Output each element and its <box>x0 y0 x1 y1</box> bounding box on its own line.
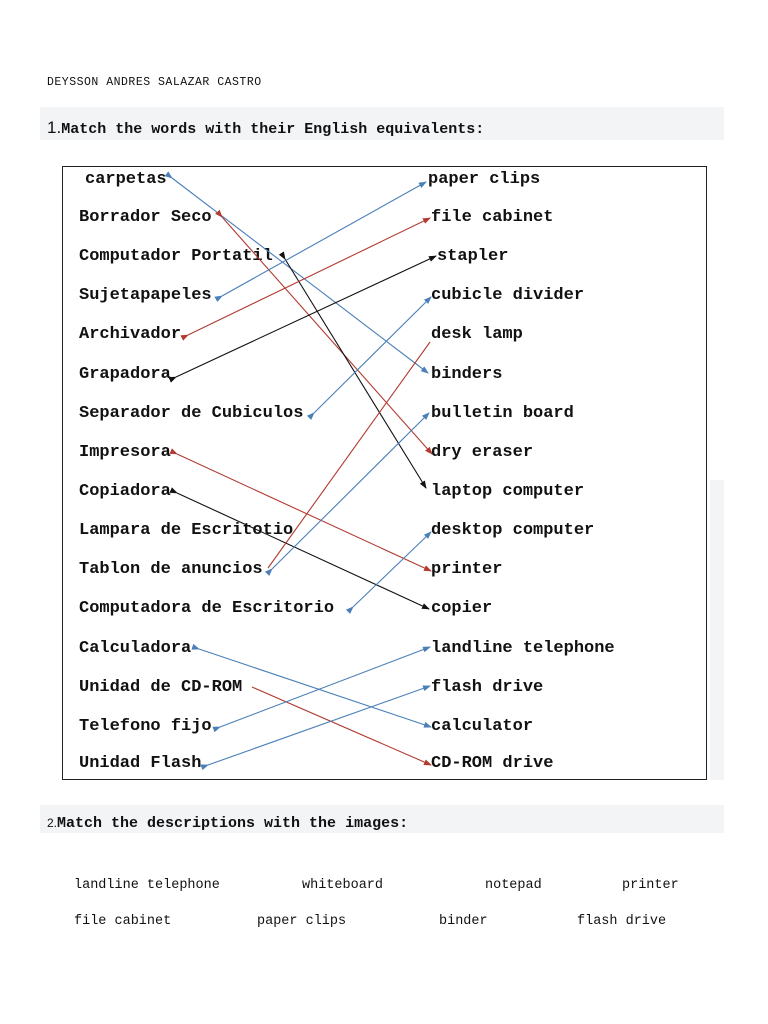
word-bank-item: landline telephone <box>74 878 220 893</box>
english-word: paper clips <box>428 170 541 189</box>
english-word: CD-ROM drive <box>431 754 554 773</box>
word-bank-item: printer <box>622 878 679 893</box>
spanish-word: Calculadora <box>79 639 192 658</box>
spanish-word: Computador Portatil <box>79 247 273 266</box>
question-2-text: Match the descriptions with the images: <box>57 815 409 832</box>
english-word: bulletin board <box>431 404 574 423</box>
english-word: calculator <box>431 717 534 736</box>
english-word: cubicle divider <box>431 286 585 305</box>
spanish-word: Tablon de anuncios <box>79 560 263 579</box>
english-word: binders <box>431 365 503 384</box>
arrow-archivador-file-cabinet <box>188 218 430 335</box>
arrow-computadora-desktop <box>353 532 431 607</box>
spanish-word: Telefono fijo <box>79 717 212 736</box>
word-bank-item: paper clips <box>257 914 347 929</box>
english-word: copier <box>431 599 493 618</box>
english-word: stapler <box>437 247 509 266</box>
arrow-telefono-landline <box>220 647 430 727</box>
arrow-carpetas-binders <box>172 178 428 373</box>
arrow-tablon-bulletin <box>272 413 429 569</box>
word-bank-item: flash drive <box>577 914 667 929</box>
english-word: dry eraser <box>431 443 534 462</box>
english-word: flash drive <box>431 678 544 697</box>
english-word: landline telephone <box>431 639 615 658</box>
english-word: desk lamp <box>431 325 523 344</box>
spanish-word: Borrador Seco <box>79 208 212 227</box>
question-1-text: Match the words with their English equivalents: <box>61 121 485 138</box>
spanish-word: Lampara de Escritotio <box>79 521 294 540</box>
spanish-word: Archivador <box>79 325 182 344</box>
author-name: DEYSSON ANDRES SALAZAR CASTRO <box>47 76 262 89</box>
spanish-word: Computadora de Escritorio <box>79 599 335 618</box>
word-bank-item: file cabinet <box>74 914 172 929</box>
english-word: printer <box>431 560 503 579</box>
arrow-calculadora-calculator <box>199 649 431 727</box>
english-word: laptop computer <box>431 482 585 501</box>
arrow-copiadora-copier <box>177 493 429 609</box>
question-2-heading <box>47 815 408 832</box>
arrow-impresora-printer <box>177 454 431 571</box>
spanish-word: carpetas <box>85 170 167 189</box>
arrow-cdrom-cdrom-drive <box>252 687 431 765</box>
spanish-word: Sujetapapeles <box>79 286 212 305</box>
word-bank-item: whiteboard <box>302 878 384 893</box>
arrow-flash-flash-drive <box>208 686 430 765</box>
english-word: desktop computer <box>431 521 595 540</box>
arrow-borrador-dry-eraser <box>222 217 432 454</box>
spanish-word: Unidad de CD-ROM <box>79 678 243 697</box>
spanish-word: Impresora <box>79 443 171 462</box>
question-1-number: 1. <box>47 118 62 137</box>
question-2-number: 2. <box>47 816 58 830</box>
spanish-word: Separador de Cubiculos <box>79 404 304 423</box>
spanish-word: Copiadora <box>79 482 171 501</box>
spanish-word: Grapadora <box>79 365 171 384</box>
arrow-separador-cubicle <box>314 297 431 413</box>
word-bank-item: binder <box>439 914 488 929</box>
english-word: file cabinet <box>431 208 554 227</box>
spanish-word: Unidad Flash <box>79 754 202 773</box>
arrow-grapadora-stapler <box>176 256 436 377</box>
word-bank-item: notepad <box>485 878 542 893</box>
